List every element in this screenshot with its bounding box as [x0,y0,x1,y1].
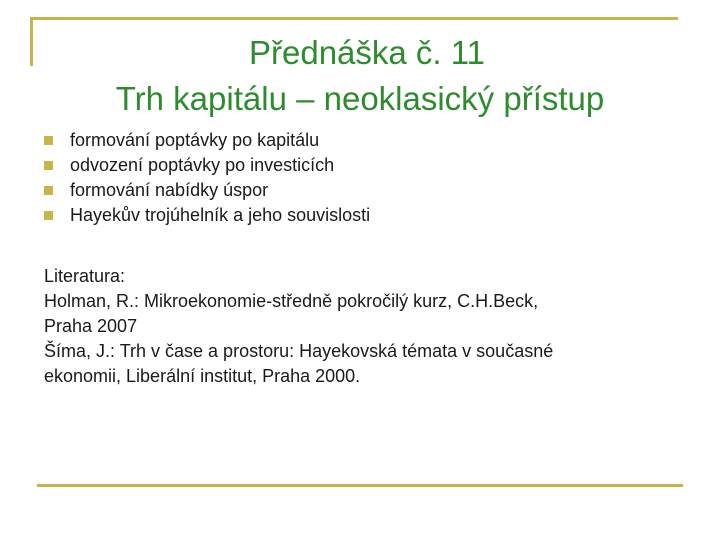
square-bullet-icon [44,211,53,220]
slide-title-line-1: Přednáška č. 11 [248,34,486,71]
bullet-text: Hayekův trojúhelník a jeho souvislosti [70,205,371,225]
bullet-text: formování poptávky po kapitálu [70,130,320,150]
literature-line: Šíma, J.: Trh v čase a prostoru: Hayekovská témata v současné [44,341,554,361]
slide-title-line-2: Trh kapitálu – neoklasický přístup [115,80,605,117]
frame-top-rule [30,17,678,20]
square-bullet-icon [44,186,53,195]
bullet-text: odvození poptávky po investicích [70,155,335,175]
square-bullet-icon [44,136,53,145]
literature-line: Holman, R.: Mikroekonomie-středně pokročilý kurz, C.H.Beck, [44,291,539,311]
slide-title [0,30,720,122]
literature-line: ekonomii, Liberální institut, Praha 2000. [44,366,361,386]
literature-line: Praha 2007 [44,316,138,336]
literature-section [44,264,684,389]
bullet-text: formování nabídky úspor [70,180,269,200]
literature-heading: Literatura: [44,266,126,286]
frame-bottom-rule [37,484,683,487]
square-bullet-icon [44,161,53,170]
